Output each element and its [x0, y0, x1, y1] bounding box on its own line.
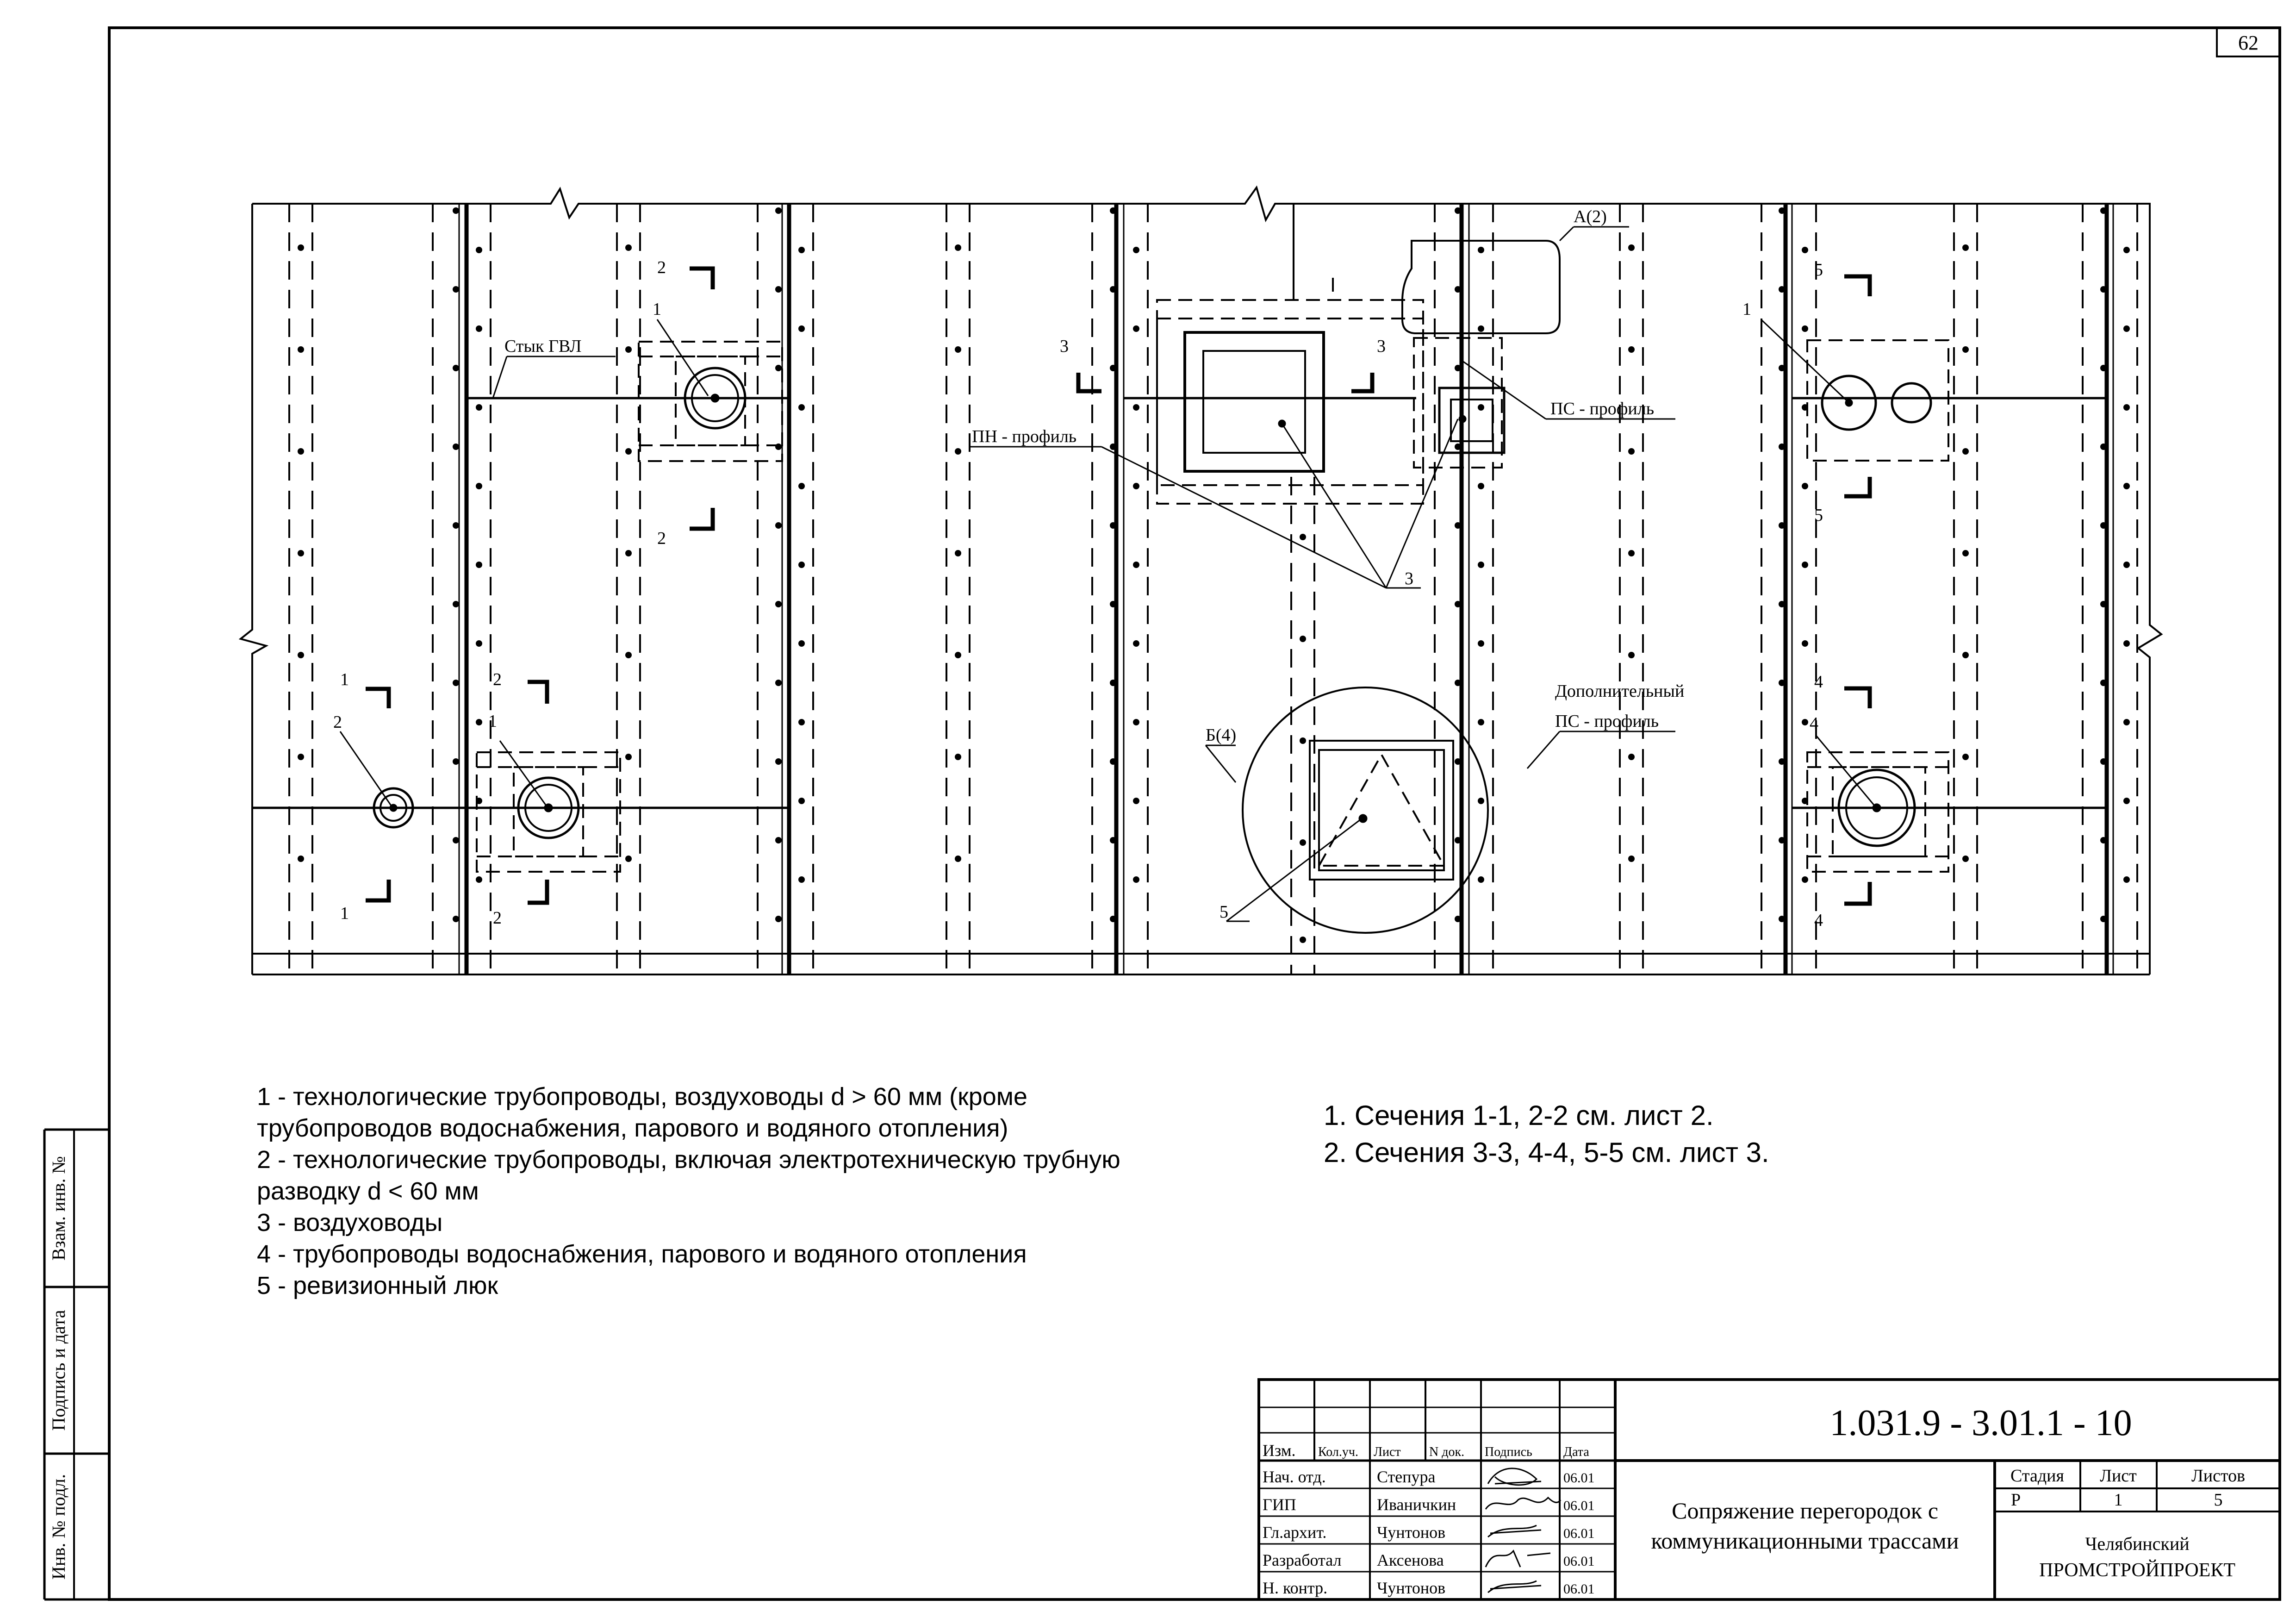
- tb-name-0: Степура: [1377, 1468, 1436, 1486]
- num-1-lower: 1: [488, 712, 497, 731]
- callout-b: Б(4): [1206, 725, 1237, 745]
- num-5-right-a: 5: [1814, 260, 1823, 280]
- sheets-label: Листов: [2191, 1466, 2246, 1486]
- legend-line-7: 5 - ревизионный люк: [257, 1272, 498, 1299]
- screws: [298, 207, 2130, 943]
- tb-header-date: Дата: [1563, 1445, 1589, 1459]
- legend-line-1: 1 - технологические трубопроводы, воздуховоды d > 60 мм (кроме: [257, 1083, 1027, 1111]
- stamp-replace-inv: Взам. инв. №: [48, 1156, 69, 1261]
- num-4-right-b: 4: [1814, 911, 1823, 930]
- num-3-leader: 3: [1405, 569, 1413, 588]
- tb-date-4: 06.01: [1563, 1581, 1595, 1597]
- num-5-right-b: 5: [1814, 506, 1823, 525]
- legend-line-6: 4 - трубопроводы водоснабжения, парового и водяного отопления: [257, 1240, 1027, 1268]
- drawing-code: 1.031.9 - 3.01.1 - 10: [1829, 1403, 2132, 1443]
- tb-role-1: ГИП: [1263, 1495, 1296, 1514]
- num-2-lower-a: 2: [493, 670, 502, 689]
- num-2-left: 2: [333, 712, 342, 732]
- legend-line-2: трубопроводов водоснабжения, парового и водяного отопления): [257, 1114, 1008, 1142]
- legend-line-4: разводку d < 60 мм: [257, 1177, 479, 1205]
- pipe-1-upper: [639, 342, 782, 461]
- sheet-label: Лист: [2100, 1466, 2137, 1486]
- num-2-upper-b: 2: [657, 529, 666, 548]
- title-line-2: коммуникационными трассами: [1651, 1528, 1959, 1554]
- pipe-1-right: [1807, 340, 1948, 461]
- tb-name-1: Иваничкин: [1377, 1495, 1456, 1514]
- tb-role-3: Разработал: [1263, 1551, 1342, 1569]
- label-extra-line2: ПС - профиль: [1555, 712, 1659, 731]
- org-line-2: ПРОМСТРОЙПРОЕКТ: [2039, 1560, 2235, 1581]
- tb-header-sign: Подпись: [1485, 1445, 1532, 1459]
- sheet-number: 62: [2238, 31, 2259, 54]
- num-2-lower-b: 2: [493, 908, 502, 928]
- stamp-signature-date: Подпись и дата: [48, 1310, 69, 1431]
- num-1-left-b: 1: [340, 904, 349, 923]
- stamp-original-inv: Инв. № подл.: [48, 1474, 69, 1580]
- label-pn: ПН - профиль: [972, 427, 1077, 446]
- num-4-right-a: 4: [1814, 672, 1823, 692]
- label-ps: ПС - профиль: [1550, 399, 1655, 418]
- tb-role-2: Гл.архит.: [1263, 1523, 1327, 1542]
- tb-role-4: Н. контр.: [1263, 1579, 1328, 1597]
- legend-line-3: 2 - технологические трубопроводы, включая электротехническую трубную: [257, 1146, 1120, 1174]
- callout-a: А(2): [1574, 207, 1607, 226]
- tb-name-4: Чунтонов: [1377, 1579, 1446, 1597]
- tb-header-izm: Изм.: [1263, 1441, 1296, 1460]
- num-1-left-a: 1: [340, 670, 349, 689]
- pipe-1-lower: [477, 752, 620, 872]
- tb-date-1: 06.01: [1563, 1498, 1595, 1513]
- num-3-a: 3: [1060, 337, 1069, 356]
- tb-date-2: 06.01: [1563, 1526, 1595, 1541]
- num-1-upper: 1: [653, 300, 661, 319]
- title-line-1: Сопряжение перегородок с: [1672, 1498, 1938, 1524]
- tb-header-kol: Кол.уч.: [1318, 1445, 1358, 1459]
- legend: [257, 1081, 1229, 1301]
- tb-name-2: Чунтонов: [1377, 1523, 1446, 1542]
- pipe-2-small: [374, 788, 413, 827]
- stage-value: Р: [2011, 1490, 2021, 1510]
- tb-date-0: 06.01: [1563, 1470, 1595, 1486]
- note-1: 1. Сечения 1-1, 2-2 см. лист 2.: [1324, 1100, 1714, 1131]
- pipe-4-right: [1807, 752, 1948, 872]
- signature-scribbles: [1486, 1468, 1561, 1593]
- num-4-right-mid: 4: [1810, 714, 1818, 733]
- legend-line-5: 3 - воздуховоды: [257, 1209, 443, 1237]
- gvl-joints: [252, 398, 2107, 808]
- stage-label: Стадия: [2010, 1466, 2064, 1486]
- num-2-upper-a: 2: [657, 258, 666, 277]
- sheet-value: 1: [2114, 1490, 2123, 1510]
- label-extra-line1: Дополнительный: [1555, 681, 1685, 701]
- note-2: 2. Сечения 3-3, 4-4, 5-5 см. лист 3.: [1324, 1137, 1769, 1168]
- tb-date-3: 06.01: [1563, 1554, 1595, 1569]
- sheets-value: 5: [2214, 1490, 2223, 1510]
- num-5-hatch: 5: [1220, 902, 1228, 922]
- tb-name-3: Аксенова: [1377, 1551, 1444, 1569]
- tb-role-0: Нач. отд.: [1263, 1468, 1326, 1486]
- tb-header-list: Лист: [1374, 1445, 1401, 1459]
- org-line-1: Челябинский: [2085, 1533, 2190, 1554]
- label-gvl: Стык ГВЛ: [504, 337, 582, 356]
- revision-hatch: [1243, 687, 1488, 933]
- num-1-right: 1: [1742, 300, 1751, 319]
- notes: [1324, 1097, 1769, 1171]
- num-3-b: 3: [1377, 337, 1386, 356]
- callout-a-outline: [1402, 241, 1560, 333]
- tb-header-ndoc: N док.: [1429, 1445, 1465, 1459]
- sheet-frame: [44, 28, 2280, 1599]
